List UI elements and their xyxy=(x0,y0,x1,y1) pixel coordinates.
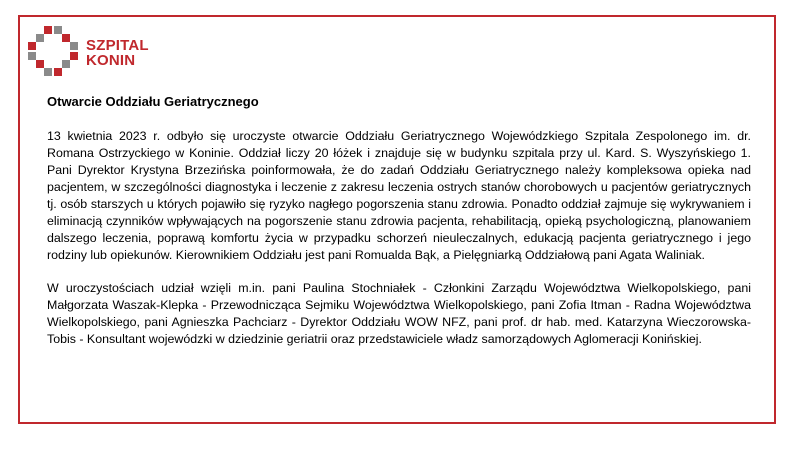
hospital-cross-icon xyxy=(24,20,84,80)
article-title: Otwarcie Oddziału Geriatrycznego xyxy=(47,94,259,109)
logo-line-2: KONIN xyxy=(86,52,136,69)
logo-line-1: SZPITAL xyxy=(86,37,149,54)
logo-wordmark xyxy=(86,38,149,68)
article-body xyxy=(47,128,751,348)
hospital-logo xyxy=(24,20,174,80)
article-paragraph-1: 13 kwietnia 2023 r. odbyło się uroczyste otwarcie Oddziału Geriatrycznego Wojewódzkiego Szpitala Zespolonego im. dr. Romana Ostrzyckiego w Koninie. Oddział liczy 20 łóżek i znajduje się w budynku szpitala przy ul. Kard. S. Wyszyńskiego 1. Pani Dyrektor Krystyna Brzezińska poinformowała, że do zadań Oddziału Geriatrycznego należy kompleksowa opieka nad pacjentem, w szczególności diagnostyka i leczenie z zakresu leczenia ostrych stanów chorobowych u pacjentów geriatrycznych tj. osób starszych u których pojawiło się ryzyko nagłego pogorszenia stanu zdrowia. Ponadto oddział zajmuje się wykrywaniem i eliminacją czynników wpływających na pogorszenie stanu zdrowia pacjenta, rehabilitacją, opieką psychologiczną, planowaniem dalszego leczenia, poprawą komfortu życia w przypadku schorzeń nieuleczalnych, edukacją pacjenta geriatrycznego i jego rodziny lub opiekunów. Kierownikiem Oddziału jest pani Romualda Bąk, a Pielęgniarką Oddziałową pani Agata Waliniak. xyxy=(47,129,751,262)
article-paragraph-2: W uroczystościach udział wzięli m.in. pani Paulina Stochniałek - Członkini Zarządu Województwa Wielkopolskiego, pani Małgorzata Waszak-Klepka - Przewodnicząca Sejmiku Województwa Wielkopolskiego, pani Zofia Itman - Radna Województwa Wielkopolskiego, pani Agnieszka Pachciarz - Dyrektor Oddziału WOW NFZ, pani prof. dr hab. med. Katarzyna Wieczorowska-Tobis - Konsultant wojewódzki w dziedzinie geriatrii oraz przedstawiciele władz samorządowych Aglomeracji Konińskiej. xyxy=(47,281,751,346)
